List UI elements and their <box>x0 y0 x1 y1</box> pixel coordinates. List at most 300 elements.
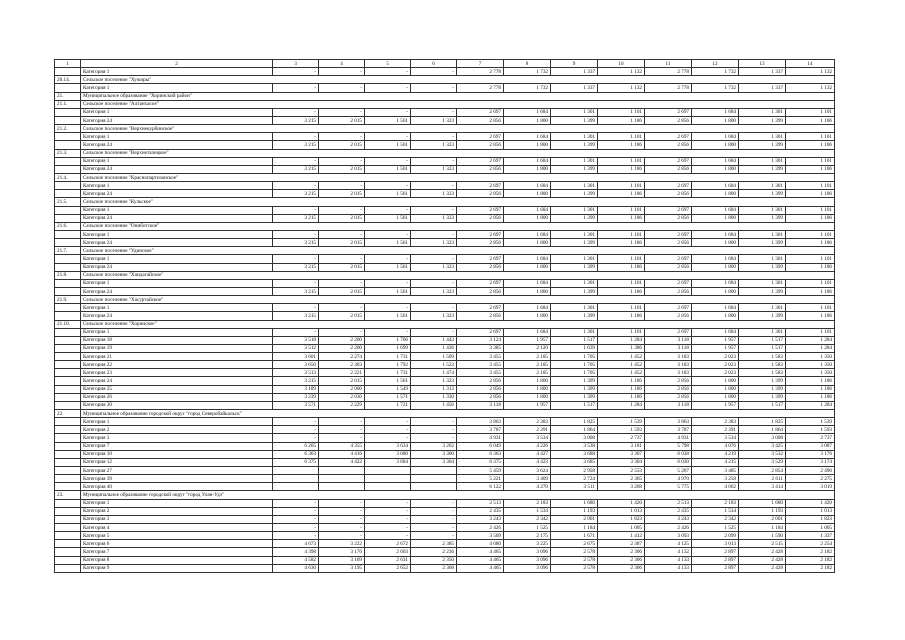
category-label: Категория 24 <box>81 377 273 385</box>
table-row <box>55 434 835 442</box>
table-row <box>55 401 835 409</box>
tariff-value: 1 101 <box>786 279 835 287</box>
category-label: Категория 1 <box>81 418 273 426</box>
tariff-value: 1 101 <box>786 157 835 165</box>
table-row <box>55 418 835 426</box>
tariff-value: 1 350 <box>786 361 835 369</box>
row-number <box>55 206 81 214</box>
tariff-value: 2 856 <box>645 263 692 271</box>
tariff-value: - <box>273 515 319 523</box>
section-number: 21.8. <box>55 271 81 279</box>
tariff-value: 1 399 <box>551 377 598 385</box>
category-label: Категория 6 <box>81 540 273 548</box>
category-label: Категория 24 <box>81 190 273 198</box>
tariff-value: 2 015 <box>319 239 365 247</box>
tariff-value: 3 208 <box>598 483 645 491</box>
row-number <box>55 165 81 173</box>
tariff-value: 1 301 <box>739 133 786 141</box>
tariff-value: 1 800 <box>504 141 551 149</box>
section-title: Сельское поселение "Алтанхасое" <box>81 100 835 108</box>
tariff-value: - <box>319 230 365 238</box>
section-row <box>55 296 835 304</box>
tariff-value: - <box>411 255 457 263</box>
row-number <box>55 507 81 515</box>
tariff-value: 1 684 <box>692 206 739 214</box>
tariff-value: 1 101 <box>598 157 645 165</box>
tariff-value: 1 186 <box>786 385 835 393</box>
category-label: Категория 1 <box>81 133 273 141</box>
category-label: Категория 1 <box>81 328 273 336</box>
tariff-value: 3 215 <box>273 190 319 198</box>
tariff-value: 3 512 <box>273 344 319 352</box>
tariff-value: 1 705 <box>551 369 598 377</box>
tariff-value: - <box>365 108 411 116</box>
tariff-value: 3 650 <box>273 361 319 369</box>
tariff-value: 1 301 <box>551 328 598 336</box>
tariff-value: 1 323 <box>411 214 457 222</box>
column-number: 5 <box>365 60 411 68</box>
tariff-value: 1 800 <box>504 214 551 222</box>
tariff-value: 1 101 <box>598 108 645 116</box>
category-label: Категория 1 <box>81 255 273 263</box>
row-number <box>55 116 81 124</box>
tariff-value: 1 684 <box>692 328 739 336</box>
tariff-value: 3 008 <box>551 434 598 442</box>
tariff-value: - <box>411 157 457 165</box>
tariff-value: - <box>411 230 457 238</box>
tariff-value: 2 000 <box>319 385 365 393</box>
tariff-value: 2 200 <box>319 336 365 344</box>
tariff-value: 1 684 <box>504 304 551 312</box>
tariff-value <box>365 475 411 483</box>
tariff-value: 2 737 <box>598 434 645 442</box>
tariff-value: - <box>273 524 319 532</box>
tariff-value: 4 931 <box>457 434 504 442</box>
tariff-value: 1 684 <box>692 279 739 287</box>
tariff-value: 2 856 <box>645 312 692 320</box>
tariff-value: 1 864 <box>551 426 598 434</box>
tariff-value: 1 301 <box>739 182 786 190</box>
tariff-value: 1 323 <box>411 312 457 320</box>
section-number: 21.5. <box>55 198 81 206</box>
tariff-value: 1 186 <box>598 385 645 393</box>
tariff-value: 2 015 <box>319 377 365 385</box>
tariff-value: 2 856 <box>457 214 504 222</box>
tariff-value: 2 428 <box>739 556 786 564</box>
tariff-value: - <box>411 68 457 76</box>
tariff-value: 1 639 <box>551 344 598 352</box>
tariff-value: 2 515 <box>739 540 786 548</box>
tariff-value: 1 684 <box>692 108 739 116</box>
section-title: Сельское поселение "Хужиры" <box>81 76 835 84</box>
tariff-value: - <box>365 206 411 214</box>
tariff-value: 3 013 <box>692 540 739 548</box>
tariff-value: 1 800 <box>692 141 739 149</box>
table-row <box>55 564 835 572</box>
tariff-value: 3 189 <box>273 385 319 393</box>
tariff-value: 1 561 <box>365 287 411 295</box>
category-label: Категория 24 <box>81 141 273 149</box>
tariff-value: 1 684 <box>692 255 739 263</box>
tariff-value: 5 775 <box>645 483 692 491</box>
section-title: Сельское поселение "Хасуртайское" <box>81 296 835 304</box>
tariff-value: 1 350 <box>786 353 835 361</box>
row-number <box>55 515 81 523</box>
table-row <box>55 532 835 540</box>
tariff-value: 1 132 <box>598 68 645 76</box>
tariff-value: 1 474 <box>411 369 457 377</box>
table-row <box>55 483 835 491</box>
tariff-value: 3 124 <box>457 336 504 344</box>
row-number <box>55 287 81 295</box>
tariff-value: 3 307 <box>598 450 645 458</box>
tariff-value: 2 856 <box>645 190 692 198</box>
category-label: Категория 24 <box>81 239 273 247</box>
tariff-value: 1 301 <box>551 230 598 238</box>
tariff-value: 1 732 <box>692 68 739 76</box>
tariff-value: 3 008 <box>739 434 786 442</box>
tariff-value: 2 342 <box>504 515 551 523</box>
tariff-value: 1 101 <box>598 230 645 238</box>
tariff-value: 1 101 <box>786 230 835 238</box>
tariff-value: 1 186 <box>786 393 835 401</box>
row-number <box>55 108 81 116</box>
category-label: Категория 5 <box>81 532 273 540</box>
tariff-value: - <box>319 255 365 263</box>
tariff-value: 4 427 <box>504 450 551 458</box>
tariff-value: 4 423 <box>504 458 551 466</box>
tariff-value: 1 957 <box>692 401 739 409</box>
tariff-value: 2 737 <box>786 434 835 442</box>
tariff-value: 2 675 <box>551 540 598 548</box>
tariff-value: 1 412 <box>598 532 645 540</box>
tariff-value <box>273 475 319 483</box>
row-number <box>55 304 81 312</box>
tariff-value: 2 015 <box>319 214 365 222</box>
section-row <box>55 92 835 100</box>
tariff-value: 1 864 <box>739 426 786 434</box>
row-number <box>55 68 81 76</box>
tariff-value: 1 399 <box>739 165 786 173</box>
row-number <box>55 532 81 540</box>
tariff-value: 4 398 <box>273 548 319 556</box>
category-label: Категория 24 <box>81 214 273 222</box>
tariff-value: 1 957 <box>504 336 551 344</box>
column-number-row <box>55 60 835 68</box>
tariff-value: 3 215 <box>273 312 319 320</box>
section-number: 21.6. <box>55 222 81 230</box>
tariff-value: 5 207 <box>645 467 692 475</box>
tariff-value: 3 215 <box>273 214 319 222</box>
tariff-value: 1 800 <box>504 393 551 401</box>
tariff-value: 2 697 <box>457 255 504 263</box>
tariff-value: 1 101 <box>786 108 835 116</box>
tariff-value: 1 583 <box>739 353 786 361</box>
category-label: Категория 3 <box>81 434 273 442</box>
tariff-value: 1 132 <box>786 84 835 92</box>
category-label: Категория 40 <box>81 483 273 491</box>
tariff-value: 3 787 <box>645 426 692 434</box>
tariff-value: 2 778 <box>645 68 692 76</box>
tariff-value: 4 132 <box>645 548 692 556</box>
tariff-value: 6 038 <box>645 450 692 458</box>
tariff-value: - <box>273 418 319 426</box>
tariff-value: - <box>319 108 365 116</box>
tariff-value: 4 931 <box>645 434 692 442</box>
tariff-value: 1 186 <box>786 141 835 149</box>
tariff-value: 3 096 <box>504 548 551 556</box>
tariff-value: 1 301 <box>739 279 786 287</box>
tariff-value: 1 800 <box>692 190 739 198</box>
tariff-value: 4 215 <box>692 458 739 466</box>
tariff-value: 3 183 <box>645 369 692 377</box>
tariff-value: 2 603 <box>365 548 411 556</box>
tariff-value: 1 800 <box>504 165 551 173</box>
tariff-value: 3 183 <box>645 361 692 369</box>
tariff-value: 3 019 <box>786 483 835 491</box>
tariff-value: - <box>365 68 411 76</box>
tariff-value: - <box>365 434 411 442</box>
tariff-value: 3 195 <box>319 564 365 572</box>
table-row <box>55 361 835 369</box>
row-number <box>55 467 81 475</box>
section-title: Сельское поселение "Хандагайское" <box>81 271 835 279</box>
tariff-value: 3 118 <box>457 401 504 409</box>
row-number <box>55 458 81 466</box>
table-row <box>55 312 835 320</box>
tariff-value: 4 076 <box>692 442 739 450</box>
tariff-value: - <box>273 507 319 515</box>
section-number: 23. <box>55 491 81 499</box>
category-label: Категория 22 <box>81 361 273 369</box>
row-number <box>55 434 81 442</box>
tariff-value: 1 186 <box>786 312 835 320</box>
tariff-value: 1 731 <box>365 369 411 377</box>
tariff-value: 2 435 <box>645 507 692 515</box>
tariff-value: 1 583 <box>739 369 786 377</box>
tariff-value: 3 304 <box>598 458 645 466</box>
tariff-value: 1 561 <box>365 116 411 124</box>
tariff-table-page <box>54 59 834 573</box>
tariff-value: 1 684 <box>692 182 739 190</box>
category-label: Категория 26 <box>81 393 273 401</box>
tariff-value: 2 697 <box>645 279 692 287</box>
tariff-value: 1 823 <box>786 515 835 523</box>
row-number <box>55 564 81 572</box>
tariff-value: 2 023 <box>692 361 739 369</box>
section-number: 20.14. <box>55 76 81 84</box>
tariff-value: 2 428 <box>739 548 786 556</box>
row-number <box>55 182 81 190</box>
section-title: Сельское поселение "Кульское" <box>81 198 835 206</box>
tariff-value: 2 697 <box>645 206 692 214</box>
tariff-value: 1 013 <box>786 507 835 515</box>
tariff-value: - <box>365 507 411 515</box>
tariff-value: 4 062 <box>692 483 739 491</box>
tariff-value: - <box>365 524 411 532</box>
tariff-value <box>411 475 457 483</box>
tariff-value: 2 854 <box>739 467 786 475</box>
tariff-value: 2 496 <box>786 467 835 475</box>
tariff-value: 1 561 <box>365 165 411 173</box>
category-label: Категория 39 <box>81 475 273 483</box>
tariff-value: 1 101 <box>786 206 835 214</box>
tariff-value: 2 958 <box>551 467 598 475</box>
tariff-value: 2 275 <box>786 475 835 483</box>
row-number <box>55 230 81 238</box>
row-number <box>55 369 81 377</box>
tariff-value: 1 800 <box>692 393 739 401</box>
tariff-value: 2 856 <box>645 287 692 295</box>
tariff-value: 1 399 <box>739 239 786 247</box>
tariff-value: 2 856 <box>457 190 504 198</box>
tariff-value <box>319 467 365 475</box>
tariff-value: 4 465 <box>457 564 504 572</box>
tariff-value: - <box>365 532 411 540</box>
category-label: Категория 18 <box>81 336 273 344</box>
tariff-value: 3 258 <box>692 475 739 483</box>
column-number: 8 <box>504 60 551 68</box>
tariff-value: 3 176 <box>319 548 365 556</box>
tariff-value: - <box>365 157 411 165</box>
row-number <box>55 393 81 401</box>
tariff-value: 1 186 <box>598 190 645 198</box>
tariff-value: 1 301 <box>551 108 598 116</box>
tariff-value: 1 399 <box>551 190 598 198</box>
row-number <box>55 353 81 361</box>
tariff-value: 2 697 <box>645 133 692 141</box>
tariff-value: 1 301 <box>551 206 598 214</box>
tariff-value: 1 517 <box>551 401 598 409</box>
tariff-value <box>319 475 365 483</box>
tariff-value: - <box>411 499 457 507</box>
tariff-value: 3 485 <box>692 467 739 475</box>
tariff-value: 1 005 <box>598 524 645 532</box>
category-label: Категория 24 <box>81 312 273 320</box>
tariff-value: 2 175 <box>504 532 551 540</box>
row-number <box>55 84 81 92</box>
tariff-value: 2 435 <box>457 507 504 515</box>
tariff-value: 2 578 <box>551 548 598 556</box>
tariff-value: - <box>365 133 411 141</box>
tariff-value: 1 323 <box>411 190 457 198</box>
tariff-value: 2 383 <box>692 418 739 426</box>
tariff-value: 2 015 <box>319 287 365 295</box>
tariff-value: 2 897 <box>692 564 739 572</box>
tariff-value: 3 215 <box>273 287 319 295</box>
tariff-value: 2 778 <box>457 68 504 76</box>
tariff-value: 2 387 <box>598 540 645 548</box>
tariff-value: 3 239 <box>273 393 319 401</box>
row-number <box>55 524 81 532</box>
tariff-value: 1 800 <box>692 385 739 393</box>
tariff-value: - <box>411 418 457 426</box>
tariff-value: 6 030 <box>645 458 692 466</box>
tariff-value: - <box>411 182 457 190</box>
tariff-value: 2 856 <box>457 263 504 271</box>
tariff-value: 2 697 <box>645 304 692 312</box>
tariff-value: - <box>411 279 457 287</box>
section-number: 21.2. <box>55 125 81 133</box>
tariff-value: 1 386 <box>598 344 645 352</box>
table-row <box>55 239 835 247</box>
row-number <box>55 450 81 458</box>
tariff-value: 2 350 <box>411 556 457 564</box>
column-number: 4 <box>319 60 365 68</box>
tariff-value: 1 399 <box>739 141 786 149</box>
tariff-value: 1 452 <box>598 361 645 369</box>
table-row <box>55 108 835 116</box>
tariff-value: 2 303 <box>319 361 365 369</box>
category-label: Категория 12 <box>81 458 273 466</box>
row-number <box>55 133 81 141</box>
tariff-value: 1 825 <box>739 418 786 426</box>
tariff-value: 2 856 <box>457 393 504 401</box>
tariff-value: 1 399 <box>551 141 598 149</box>
tariff-value: 1 517 <box>739 401 786 409</box>
tariff-value: 3 181 <box>598 442 645 450</box>
table-row <box>55 279 835 287</box>
tariff-value: 1 101 <box>598 182 645 190</box>
row-number <box>55 540 81 548</box>
table-row <box>55 263 835 271</box>
table-row <box>55 524 835 532</box>
tariff-value: 1 186 <box>598 263 645 271</box>
tariff-value: 2 856 <box>645 239 692 247</box>
tariff-value: 2 306 <box>598 556 645 564</box>
tariff-value: 1 420 <box>598 499 645 507</box>
tariff-value: 1 005 <box>786 524 835 532</box>
tariff-value: 3 634 <box>365 442 411 450</box>
tariff-value: 1 420 <box>786 499 835 507</box>
tariff-value: 1 800 <box>692 214 739 222</box>
tariff-value: 3 688 <box>551 450 598 458</box>
tariff-value: - <box>319 507 365 515</box>
tariff-value: 1 184 <box>551 524 598 532</box>
tariff-value: - <box>411 532 457 540</box>
tariff-value: - <box>365 84 411 92</box>
tariff-value: 1 561 <box>365 141 411 149</box>
category-label: Категория 24 <box>81 165 273 173</box>
section-row <box>55 271 835 279</box>
tariff-value: 2 697 <box>457 328 504 336</box>
tariff-value: 3 215 <box>273 141 319 149</box>
tariff-value: 1 301 <box>739 255 786 263</box>
tariff-value: 2 015 <box>319 116 365 124</box>
tariff-value: 2 368 <box>411 564 457 572</box>
tariff-value: 2 385 <box>411 540 457 548</box>
tariff-value: 1 800 <box>692 116 739 124</box>
tariff-value: 1 301 <box>551 157 598 165</box>
tariff-value: - <box>273 108 319 116</box>
tariff-value: - <box>273 206 319 214</box>
tariff-value: 1 323 <box>411 116 457 124</box>
table-row <box>55 442 835 450</box>
category-label: Категория 1 <box>81 84 273 92</box>
table-row <box>55 133 835 141</box>
table-row <box>55 304 835 312</box>
table-row <box>55 214 835 222</box>
tariff-value: 4 582 <box>273 556 319 564</box>
tariff-value: 1 399 <box>551 116 598 124</box>
category-label: Категория 23 <box>81 369 273 377</box>
tariff-value: 1 593 <box>598 426 645 434</box>
tariff-value: 1 186 <box>786 116 835 124</box>
tariff-value: 3 183 <box>645 353 692 361</box>
column-number: 11 <box>645 60 692 68</box>
tariff-value: - <box>273 328 319 336</box>
table-row <box>55 556 835 564</box>
